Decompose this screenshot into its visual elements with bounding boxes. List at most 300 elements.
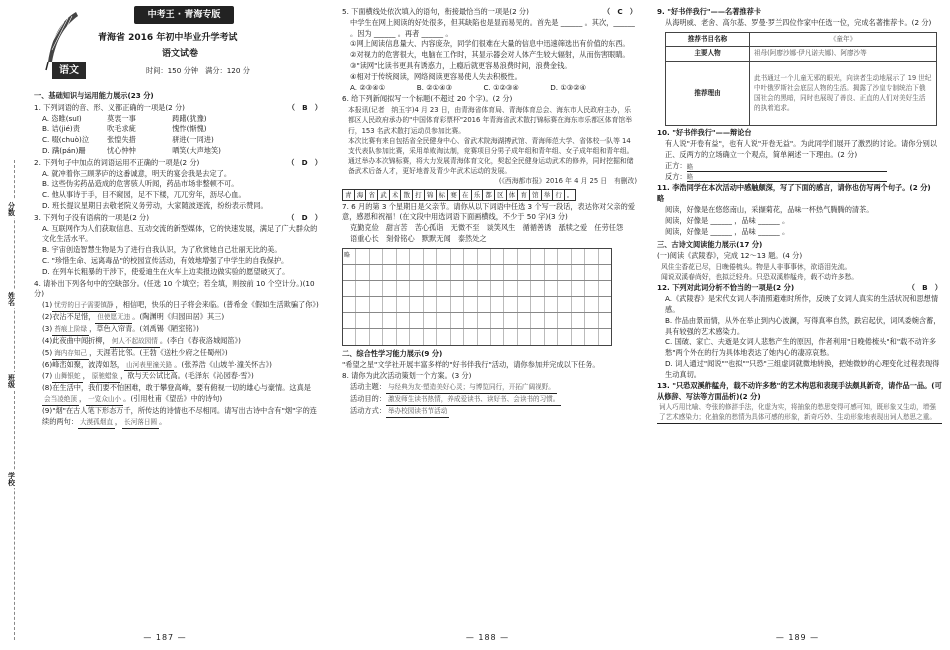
- answer-blank[interactable]: 但使愿无违: [95, 313, 132, 324]
- grid-cell[interactable]: [464, 281, 477, 296]
- item-text: 此夜曲中闻折柳，: [52, 335, 110, 345]
- answer-blank[interactable]: 忧劳的日子需要镇静: [52, 301, 115, 312]
- table-key: 主要人物: [666, 47, 750, 62]
- headline-cell[interactable]: 赛: [447, 189, 459, 201]
- option-spacer: [237, 146, 322, 157]
- page-number: — 189 —: [775, 633, 820, 642]
- grid-cell[interactable]: [356, 313, 369, 328]
- grid-cell[interactable]: [531, 313, 544, 328]
- option-cell: 忧心忡忡: [107, 145, 136, 155]
- grid-cell[interactable]: [531, 249, 544, 264]
- grid-cell[interactable]: [491, 313, 504, 328]
- grid-cell[interactable]: [451, 249, 464, 264]
- plan-row: [342, 382, 637, 394]
- option: C. 他从事诗于手，目不窥园，足不下楼，兀兀穷年，沥尽心血。: [42, 190, 246, 200]
- book-recommend-table: [665, 32, 937, 127]
- grid-cell[interactable]: [383, 249, 396, 264]
- option: C. 国破、家亡、夫逝是女词人悲愁产生的原因，作者利用"日晚倦梳头"和"载不动许多愁"两个外在的行为具体地表达了她内心的凄凉哀愁。: [665, 337, 937, 358]
- item-text: 衣沾不足惜，: [52, 312, 96, 322]
- table-value[interactable]: 此书通过一个儿童无邪的眼光，向读者生动地展示了 19 世纪中叶俄罗斯社会底层人物的生活。揭露了沙皇专制统治下俄国社会的黑暗，同时也展现了善良、正直的人们对美好生活的执着追求。: [750, 62, 937, 126]
- option-cell: 莫衷一事: [107, 113, 136, 123]
- question-6-stem: 6. 给下列新闻拟写一个标题(不超过 20 个字)。(2 分): [342, 94, 513, 104]
- grid-row: [343, 313, 611, 329]
- grid-cell[interactable]: [545, 313, 558, 328]
- grid-cell[interactable]: [558, 281, 571, 296]
- sidebar-label-name: 姓名: [7, 292, 16, 306]
- grid-cell[interactable]: [464, 297, 477, 312]
- question-10-stem: 10. "好书伴我行"——辩论台: [657, 128, 752, 138]
- plan-value[interactable]: 激发师生读书热情，养成爱读书、读好书、会读书的习惯。: [386, 395, 561, 406]
- grid-cell[interactable]: [356, 281, 369, 296]
- table-row: [666, 47, 937, 62]
- grid-cell[interactable]: [545, 329, 558, 345]
- answer-blank[interactable]: 山河表里潼关路: [124, 361, 174, 372]
- headline-cell[interactable]: 行: [552, 189, 564, 201]
- plan-row: [342, 406, 637, 418]
- exam-meta: 时间：150 分钟 满分：120 分: [146, 66, 250, 75]
- headline-cell[interactable]: 打: [412, 189, 424, 201]
- question-7-stem: 7. 6 月的第 3 个星期日是父亲节。请你从以下词语中任选 3 个写一段话，表达你对父亲的爱意，感恩和祝福！(在文段中用选词语下面画横线，不少于 50 字)(3 分): [342, 201, 636, 222]
- grid-cell[interactable]: [518, 297, 531, 312]
- item-number: (7): [42, 371, 53, 381]
- imitation-line[interactable]: 阅读，好像是 ______ ，品味 ______ 。: [665, 215, 790, 225]
- grid-cell[interactable]: [410, 313, 423, 328]
- answer-3: （ D ）: [287, 212, 322, 222]
- question-1-options: [34, 114, 322, 157]
- page-188: [330, 0, 645, 650]
- option-cell: C. 啜(chuò)泣: [42, 135, 90, 145]
- answer-blank[interactable]: 长河落日圆: [122, 418, 159, 429]
- fill-item: [34, 300, 322, 312]
- option-cell: 愧怍(惭愧): [172, 124, 207, 134]
- grid-row: [343, 281, 611, 297]
- answer-blank[interactable]: 会当凌绝顶: [42, 395, 79, 406]
- option: ①网上阅读信息量大、内容庞杂，同学们很难在大量的信息中迅速筛选出有价值的东西。: [350, 39, 630, 49]
- exam-subtitle: 语文试卷: [162, 49, 199, 59]
- choice: A. ②③④①: [350, 82, 386, 92]
- poem-line: 闻说双溪春尚好，也拟泛轻舟。只恐双溪舴艋舟，载不动许多愁。: [661, 273, 859, 282]
- grid-cell[interactable]: [599, 249, 611, 264]
- question-4-items: [34, 300, 322, 429]
- grid-cell[interactable]: [518, 249, 531, 264]
- question-9-stem: 9. "好书伴我行"——名著推荐卡: [657, 7, 761, 16]
- headline-cell[interactable]: 体: [506, 189, 518, 201]
- grid-cell[interactable]: [424, 249, 437, 264]
- grid-cell[interactable]: [397, 297, 410, 312]
- grid-cell[interactable]: [437, 313, 450, 328]
- table-value[interactable]: 《童年》: [750, 32, 937, 47]
- grid-cell[interactable]: [531, 329, 544, 345]
- grid-cell[interactable]: [451, 297, 464, 312]
- fill-item: [34, 371, 322, 383]
- debate-label: 反方：: [665, 171, 687, 181]
- headline-cell[interactable]: 术: [389, 189, 401, 201]
- question-5-stem: 5. 下面横线处依次填入的语句，衔接最恰当的一项是(2 分): [342, 7, 529, 16]
- grid-cell[interactable]: [518, 313, 531, 328]
- sidebar-label-school: 学校: [7, 472, 16, 486]
- question-8-stem: 8. 请你为此次活动策划一个方案。(3 分): [342, 371, 472, 381]
- grid-cell[interactable]: [478, 297, 491, 312]
- grid-cell[interactable]: [343, 297, 356, 312]
- question-4: [34, 279, 322, 429]
- option-cell: D. 蹒(pán)跚: [42, 145, 86, 155]
- grid-cell[interactable]: [437, 265, 450, 280]
- grid-cell[interactable]: [397, 281, 410, 296]
- grid-cell[interactable]: [599, 329, 611, 345]
- table-key: 推荐书目名称: [666, 32, 750, 47]
- option-cell: 骈进(一同进): [172, 135, 214, 145]
- news-paragraph: 通过举办本次锦标赛，将大力发展青海体育文化，契起全民健身运动武术的修养，同时挖掘和储备武术后备人才，更好地普及青少年武术运动的发展。: [348, 157, 634, 176]
- debate-answer-pro[interactable]: 略: [687, 163, 887, 172]
- question-5: [342, 7, 637, 93]
- answer-2: （ D ）: [287, 157, 322, 167]
- answer-blank[interactable]: 苔痕上阶绿: [52, 325, 89, 336]
- answer-blank[interactable]: 海内存知己: [52, 349, 89, 360]
- grid-cell[interactable]: [383, 313, 396, 328]
- answer-blank[interactable]: 一览众山小: [86, 395, 123, 406]
- imitation-line[interactable]: 阅读，好像是 ______ ，品味 ______ 。: [665, 226, 790, 236]
- question-1-stem: 1. 下列词语的音、形、义都正确的一项是(2 分): [34, 102, 185, 112]
- question-13-answer[interactable]: 词人巧用比喻、夸张的修辞手法，化虚为实，将抽象的愁思变得可感可知，既形象又生动，增强了艺术感染力；化抽象的愁情为具体可感的形象，新奇巧妙、生动形象地表现出词人愁思之重。: [657, 403, 942, 424]
- item-text: 。: [159, 416, 167, 426]
- plan-value[interactable]: 举办校园读书节活动: [386, 407, 449, 418]
- grid-cell[interactable]: [410, 265, 423, 280]
- binding-seam: [14, 160, 15, 640]
- news-source: (《西海都市报》2016 年 4 月 25 日 有删改): [498, 177, 637, 186]
- grid-cell[interactable]: [370, 249, 383, 264]
- grid-cell[interactable]: [585, 281, 598, 296]
- question-9-text: 从海明威、老舍、高尔基、罗曼·罗兰四位作家中任选一位，完成名著推荐卡。(2 分): [665, 17, 932, 27]
- answer-blank[interactable]: 何人不起故园情: [110, 337, 160, 348]
- plan-value[interactable]: 与经典为友·塑造美好心灵；与博览同行，开拓广阔视野。: [386, 383, 557, 394]
- question-1: [34, 103, 322, 157]
- grid-row: [343, 249, 611, 265]
- answer-5: （ C ）: [602, 7, 637, 16]
- headline-cell[interactable]: 在: [459, 189, 471, 201]
- grid-cell[interactable]: [451, 281, 464, 296]
- grid-cell[interactable]: [599, 313, 611, 328]
- option: D. 词人通过"闻说""也拟""只恐"三组虚词就微地转换，把她微妙的心理变化过程表现得生动真切。: [665, 358, 940, 379]
- grid-cell[interactable]: [478, 329, 491, 345]
- option-cell: B. 诘(jié)责: [42, 124, 80, 134]
- subsection-heading: (一)阅读《武陵春》，完成 12～13 题。(4 分): [657, 251, 803, 261]
- fill-item: [34, 336, 322, 348]
- grid-cell[interactable]: [491, 297, 504, 312]
- fill-item: [34, 324, 322, 336]
- item-text: 。(张养浩《山坡羊·潼关怀古》): [174, 359, 272, 369]
- page-number: — 187 —: [143, 633, 187, 642]
- sidebar-label-class: 班级: [7, 374, 16, 388]
- grid-cell[interactable]: [410, 249, 423, 264]
- poem-line: 风住尘香花已尽，日晚倦梳头。物是人非事事休，欲语泪先流。: [661, 262, 852, 271]
- grid-cell[interactable]: [572, 265, 585, 280]
- grid-cell[interactable]: [585, 297, 598, 312]
- grid-cell[interactable]: [558, 265, 571, 280]
- exam-banner: 中考王 · 青海专版: [134, 6, 234, 24]
- headline-cell[interactable]: 海: [354, 189, 366, 201]
- grid-cell[interactable]: [478, 281, 491, 296]
- headline-cell[interactable]: 乐: [471, 189, 483, 201]
- option: B. 这些伪劣药品造成的危害骇人听闻，药品市场非整顿不可。: [42, 179, 239, 189]
- grid-cell[interactable]: [464, 249, 477, 264]
- writing-grid[interactable]: [342, 248, 612, 346]
- answer-blank[interactable]: 原驰蜡象: [90, 372, 120, 383]
- grid-cell[interactable]: [491, 265, 504, 280]
- grid-cell[interactable]: [397, 265, 410, 280]
- item-number: (2): [42, 312, 53, 322]
- grid-cell[interactable]: [531, 281, 544, 296]
- option-cell: 哂笑(大声地笑): [172, 145, 221, 155]
- item-number: (5): [42, 347, 53, 357]
- question-4-stem: 4. 请补出下列各句中的空缺部分。(任选 10 个填空；若全填，则按前 10 个空计分。)(10 分): [34, 278, 315, 299]
- headline-cell[interactable]: 举: [541, 189, 553, 201]
- grid-cell[interactable]: [397, 329, 410, 345]
- grid-cell[interactable]: [356, 249, 369, 264]
- grid-cell[interactable]: [343, 313, 356, 328]
- question-3: [34, 213, 322, 278]
- item-text: 。(李白《春夜洛城闻笛》): [159, 335, 241, 345]
- headline-cell[interactable]: 标: [436, 189, 448, 201]
- fill-item: [34, 312, 322, 324]
- item-number: (8): [42, 383, 53, 393]
- grid-cell[interactable]: [585, 313, 598, 328]
- question-6: [342, 94, 637, 200]
- plan-label: 活动主题：: [350, 382, 386, 392]
- grid-cell[interactable]: [356, 329, 369, 345]
- grid-cell[interactable]: [370, 313, 383, 328]
- question-10-text: 有人说"开卷有益"，也有人说"开卷无益"。为此同学们展开了激烈的讨论。请你分别以正、反两方的立场确立一个观点，简单阐述一下理由。(2 分): [665, 139, 937, 159]
- question-2: [34, 158, 322, 212]
- grid-cell[interactable]: [491, 329, 504, 345]
- headline-cell[interactable]: 。: [564, 189, 576, 201]
- grid-cell[interactable]: [558, 313, 571, 328]
- option: B. 宇宙创造智慧生物是为了进行自我认识，为了欣赏她自己壮丽无比的美。: [42, 245, 282, 255]
- grid-cell[interactable]: [424, 329, 437, 345]
- option-cell: 吹毛求疵: [107, 124, 136, 134]
- item-number: (4): [42, 335, 53, 345]
- grid-cell[interactable]: [491, 281, 504, 296]
- item-text: ，相信吧，快乐的日子将会来临。(普希金《假如生活欺骗了你》): [115, 300, 319, 310]
- debate-row: [657, 172, 942, 183]
- question-9: [657, 7, 942, 126]
- option: ③"读网"比读书更具有诱惑力，上瘾后就更容易浪费时间，浪费金钱。: [350, 60, 572, 70]
- grid-cell[interactable]: [504, 329, 517, 345]
- grid-cell[interactable]: [451, 329, 464, 345]
- grid-cell[interactable]: [478, 265, 491, 280]
- grid-cell[interactable]: [558, 329, 571, 345]
- headline-cell[interactable]: 区: [494, 189, 506, 201]
- binding-sidebar: [0, 0, 28, 650]
- section-1-heading: 一、基础知识与运用能力展示(23 分): [34, 91, 154, 100]
- item-number: (9): [42, 406, 53, 416]
- question-8: [342, 371, 637, 417]
- option: ④相对于传统阅读，网络阅读更容易使人失去积极性。: [350, 71, 522, 81]
- grid-cell[interactable]: [585, 329, 598, 345]
- option-cell: A. 恣睢(suī): [42, 113, 82, 123]
- grid-cell[interactable]: [572, 313, 585, 328]
- grid-cell[interactable]: [585, 249, 598, 264]
- item-number: (3): [42, 323, 53, 333]
- grid-cell[interactable]: [599, 281, 611, 296]
- choice: C. ①②③④: [483, 82, 519, 92]
- grid-cell[interactable]: [343, 265, 356, 280]
- grid-cell[interactable]: [356, 265, 369, 280]
- section-2-intro: "希望之星"文学社开展丰富多样的"好书伴我行"活动，请你参加并完成以下任务。: [342, 359, 600, 369]
- table-row: [666, 62, 937, 126]
- grid-cell[interactable]: [356, 297, 369, 312]
- question-13: [657, 381, 942, 423]
- grid-cell[interactable]: [464, 265, 477, 280]
- grid-cell[interactable]: [383, 281, 396, 296]
- grid-cell[interactable]: [518, 329, 531, 345]
- grid-row: [343, 297, 611, 313]
- grid-cell[interactable]: [518, 281, 531, 296]
- option-spacer: [237, 135, 322, 146]
- grid-cell[interactable]: [343, 329, 356, 345]
- grid-cell[interactable]: [383, 297, 396, 312]
- grid-row: [343, 265, 611, 281]
- question-3-stem: 3. 下列句子没有语病的一项是(2 分): [34, 212, 150, 222]
- headline-cell[interactable]: 散: [400, 189, 412, 201]
- headline-cell[interactable]: 都: [482, 189, 494, 201]
- headline-cell[interactable]: 武: [377, 189, 389, 201]
- grid-cell[interactable]: [545, 265, 558, 280]
- answer-blank[interactable]: 山舞银蛇: [52, 372, 82, 383]
- grid-cell[interactable]: [504, 265, 517, 280]
- item-number: (6): [42, 359, 53, 369]
- headline-cell[interactable]: 锦: [424, 189, 436, 201]
- grid-cell[interactable]: [504, 281, 517, 296]
- grid-cell[interactable]: [504, 297, 517, 312]
- grid-cell[interactable]: [585, 265, 598, 280]
- grid-cell[interactable]: [531, 265, 544, 280]
- fill-item: [34, 406, 322, 429]
- grid-cell[interactable]: [558, 249, 571, 264]
- grid-cell[interactable]: [451, 313, 464, 328]
- grid-cell[interactable]: [410, 297, 423, 312]
- question-13-stem: 13. "只恐双溪舴艋舟，载不动许多愁"的艺术构思和表现手法颇具新奇，请作品一品。(可从修辞、写法等方面品析)(2 分): [657, 381, 942, 402]
- debate-label: 正方：: [665, 160, 687, 170]
- item-text: ，欲与天公试比高。(毛泽东《沁园春·雪》): [120, 371, 254, 381]
- option: B. 作品由景而情，从外在举止到内心波澜，写得真率自然，跌宕起伏，词风委婉含蓄，具有较强的艺术感染力。: [665, 315, 941, 336]
- grid-row: [343, 329, 611, 345]
- grid-cell[interactable]: [397, 313, 410, 328]
- plan-label: 活动目的：: [350, 394, 386, 404]
- headline-cell[interactable]: 青: [342, 189, 354, 201]
- grid-cell[interactable]: [410, 281, 423, 296]
- plan-row: [342, 394, 637, 406]
- choice: D. ①③②④: [550, 82, 587, 92]
- grid-cell[interactable]: [599, 297, 611, 312]
- option: D. 在列车长粗暴的干涉下，使爱迪生在火车上边卖报边做实验的愿望破灭了。: [42, 266, 290, 276]
- grid-cell[interactable]: [424, 313, 437, 328]
- grid-cell[interactable]: [424, 297, 437, 312]
- option-spacer: [237, 124, 322, 135]
- table-row: [666, 32, 937, 47]
- page-189: [645, 0, 950, 650]
- question-11-stem: 11. 李浩同学在本次活动中感触颇深，写了下面的感言，请你也仿写两个句子。(2 分) 略: [657, 183, 938, 204]
- question-12: [657, 283, 942, 380]
- grid-cell[interactable]: [572, 297, 585, 312]
- grid-cell[interactable]: [545, 281, 558, 296]
- fill-item: [34, 383, 322, 406]
- grid-cell[interactable]: [451, 265, 464, 280]
- grid-cell[interactable]: [370, 265, 383, 280]
- grid-cell[interactable]: [383, 329, 396, 345]
- grid-cell[interactable]: [370, 297, 383, 312]
- grid-cell[interactable]: [478, 249, 491, 264]
- question-11: [657, 183, 942, 237]
- grid-cell[interactable]: [599, 265, 611, 280]
- option: C. "珍惜生命、远离毒品"的校园宣传活动，有效地增强了中学生的自我保护。: [42, 255, 289, 265]
- question-7: [342, 202, 637, 346]
- question-10: [657, 128, 942, 182]
- option: A.《武陵春》是宋代女词人李清照避难时所作，反映了女词人真实的生活状况和思想情感。: [665, 294, 939, 314]
- imitation-line: 阅读，好像是在悠悠南山，采撷菊花，品味一杯热气腾腾的清茶。: [665, 204, 874, 214]
- grid-cell[interactable]: [504, 313, 517, 328]
- answer-12: （ B ）: [907, 283, 942, 293]
- grid-cell[interactable]: [518, 265, 531, 280]
- grid-cell[interactable]: [545, 297, 558, 312]
- grid-cell[interactable]: [504, 249, 517, 264]
- comma-separator: ，: [114, 416, 123, 426]
- grid-cell[interactable]: [383, 265, 396, 280]
- grid-cell[interactable]: 略: [343, 249, 356, 264]
- grid-cell[interactable]: [558, 297, 571, 312]
- grid-cell[interactable]: [397, 249, 410, 264]
- grid-cell[interactable]: [410, 329, 423, 345]
- grid-cell[interactable]: [491, 249, 504, 264]
- grid-cell[interactable]: [478, 313, 491, 328]
- option: ②对视力的危害很大，电脑在工作时，其显示器会对人体产生较大辐射，从而伤害眼睛。: [350, 50, 630, 60]
- grid-cell[interactable]: [464, 313, 477, 328]
- grid-cell[interactable]: [424, 265, 437, 280]
- grid-cell[interactable]: [437, 249, 450, 264]
- table-key: 推荐理由: [666, 62, 750, 126]
- item-number: (1): [42, 300, 53, 310]
- question-5-text: 中学生在网上阅读的好处很多，但其缺陷也是显而易见的。首先是 ______ 。其次，______ 。因为 ______ 。再者 ______ 。: [350, 17, 635, 38]
- grid-cell[interactable]: [370, 281, 383, 296]
- section-2-heading: 二、综合性学习能力展示(9 分): [342, 348, 443, 358]
- debate-row: [657, 161, 942, 172]
- headline-cell[interactable]: 省: [365, 189, 377, 201]
- grid-cell[interactable]: [545, 249, 558, 264]
- grid-cell[interactable]: [437, 297, 450, 312]
- option: A. 就冲着你三顾茅庐的这番诚意，明天的宴会我是去定了。: [42, 168, 232, 178]
- grid-cell[interactable]: [424, 281, 437, 296]
- sidebar-label-score: 分数: [7, 202, 16, 216]
- table-value[interactable]: 祖母(阿廖沙娜·伊凡诺夫娜)、阿廖沙等: [750, 47, 937, 62]
- grid-cell[interactable]: [572, 329, 585, 345]
- news-paragraph: 本次比赛有来自包括省全民健身中心、省武术院海湖搏武馆、青海师范大学、省体校一队等 14 支代表队参加比赛，采用单败淘汰制，竞赛项目分男子成年组和青年组、女子成年组和青年组。: [348, 136, 634, 155]
- grid-cell[interactable]: [572, 281, 585, 296]
- grid-cell[interactable]: [437, 281, 450, 296]
- headline-cell[interactable]: 馆: [529, 189, 541, 201]
- grid-cell[interactable]: [343, 281, 356, 296]
- item-text: ，天涯若比邻。(王勃《送杜少府之任蜀州》): [89, 347, 228, 357]
- debate-answer-con[interactable]: 略: [687, 173, 887, 182]
- grid-cell[interactable]: [370, 329, 383, 345]
- grid-cell[interactable]: [572, 249, 585, 264]
- headline-cell[interactable]: 育: [517, 189, 529, 201]
- grid-cell[interactable]: [464, 329, 477, 345]
- answer-blank[interactable]: 大漠孤烟直: [78, 418, 115, 429]
- grid-cell[interactable]: [437, 329, 450, 345]
- fill-item: [34, 360, 322, 372]
- option-cell: 踌躇(犹豫): [172, 113, 207, 123]
- grid-cell[interactable]: [531, 297, 544, 312]
- item-text: 。(引用杜甫《望岳》中的诗句): [123, 394, 223, 404]
